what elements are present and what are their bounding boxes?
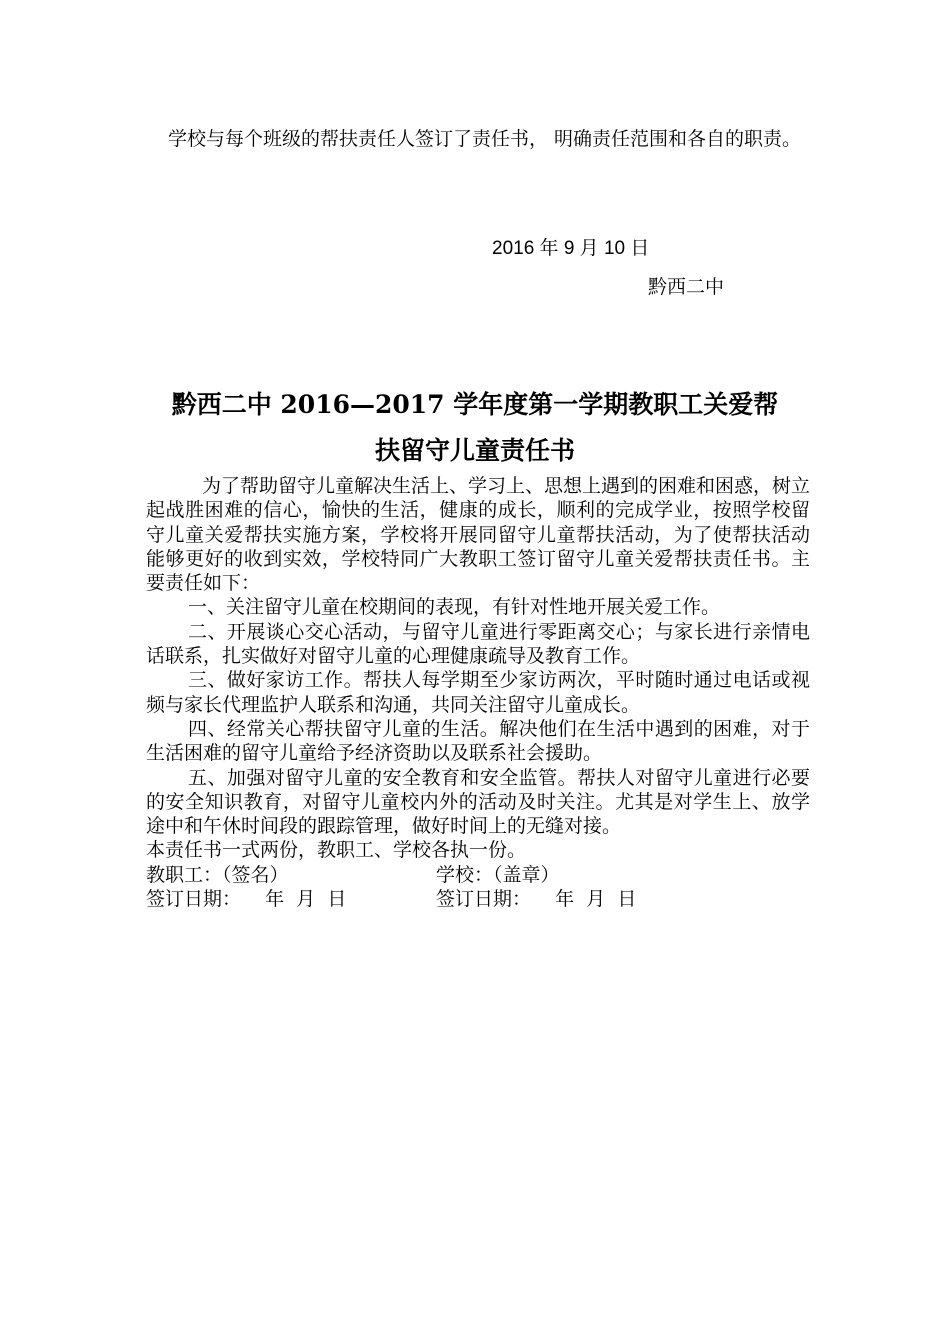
intro-text: 学校与每个班级的帮扶责任人签订了责任书， 明确责任范围和各自的职责。 bbox=[168, 128, 802, 150]
responsibility-item-5: 五、加强对留守儿童的安全教育和安全监管。帮扶人对留守儿童进行必要的安全知识教育，对留守儿童校内外的活动及时关注。尤其是对学生上、放学途中和午休时间段的跟踪管理，做好时间上的无缝对接。 bbox=[146, 766, 810, 838]
notice-school-name: 黔西二中 bbox=[648, 276, 725, 298]
responsibility-item-4: 四、经常关心帮扶留守儿童的生活。解决他们在生活中遇到的困难，对于生活困难的留守儿童给予经济资助以及联系社会援助。 bbox=[146, 717, 810, 765]
copies-note: 本责任书一式两份，教职工、学校各执一份。 bbox=[146, 839, 527, 862]
notice-date: 2016 年 9 月 10 日 bbox=[492, 238, 650, 259]
intro-paragraph: 为了帮助留守儿童解决生活上、学习上、思想上遇到的困难和困惑，树立起战胜困难的信心，愉快的生活，健康的成长，顺利的完成学业，按照学校留守儿童关爱帮扶实施方案，学校将开展同留守儿童帮扶活动，为了使帮扶活动能够更好的收到实效，学校特同广大教职工签订留守儿童关爱帮扶责任书。主要责任如下： bbox=[146, 475, 811, 595]
responsibility-item-3: 三、做好家访工作。帮扶人每学期至少家访两次，平时随时通过电话或视频与家长代理监护人联系和沟通，共同关注留守儿童成长。 bbox=[146, 669, 810, 716]
school-signing-date: 签订日期： 年 月 日 bbox=[436, 888, 637, 911]
responsibility-item-2: 二、开展谈心交心活动，与留守儿童进行零距离交心；与家长进行亲情电话联系，扎实做好对留守儿童的心理健康疏导及教育工作。 bbox=[146, 620, 810, 668]
document-title bbox=[130, 382, 820, 474]
responsibility-item-1: 一、关注留守儿童在校期间的表现，有针对性地开展关爱工作。 bbox=[188, 596, 721, 619]
school-seal-label: 学校：（盖章） bbox=[436, 863, 560, 886]
document-body bbox=[146, 474, 810, 911]
staff-signing-date: 签订日期： 年 月 日 bbox=[146, 888, 347, 911]
title-line-2: 扶留守儿童责任书 bbox=[374, 436, 575, 465]
signature-row bbox=[146, 863, 810, 887]
signing-date-row bbox=[146, 887, 810, 911]
title-line-1: 黔西二中 2016—2017 学年度第一学期教职工关爱帮 bbox=[171, 390, 779, 419]
staff-signature-label: 教职工：（签名） bbox=[146, 863, 289, 886]
